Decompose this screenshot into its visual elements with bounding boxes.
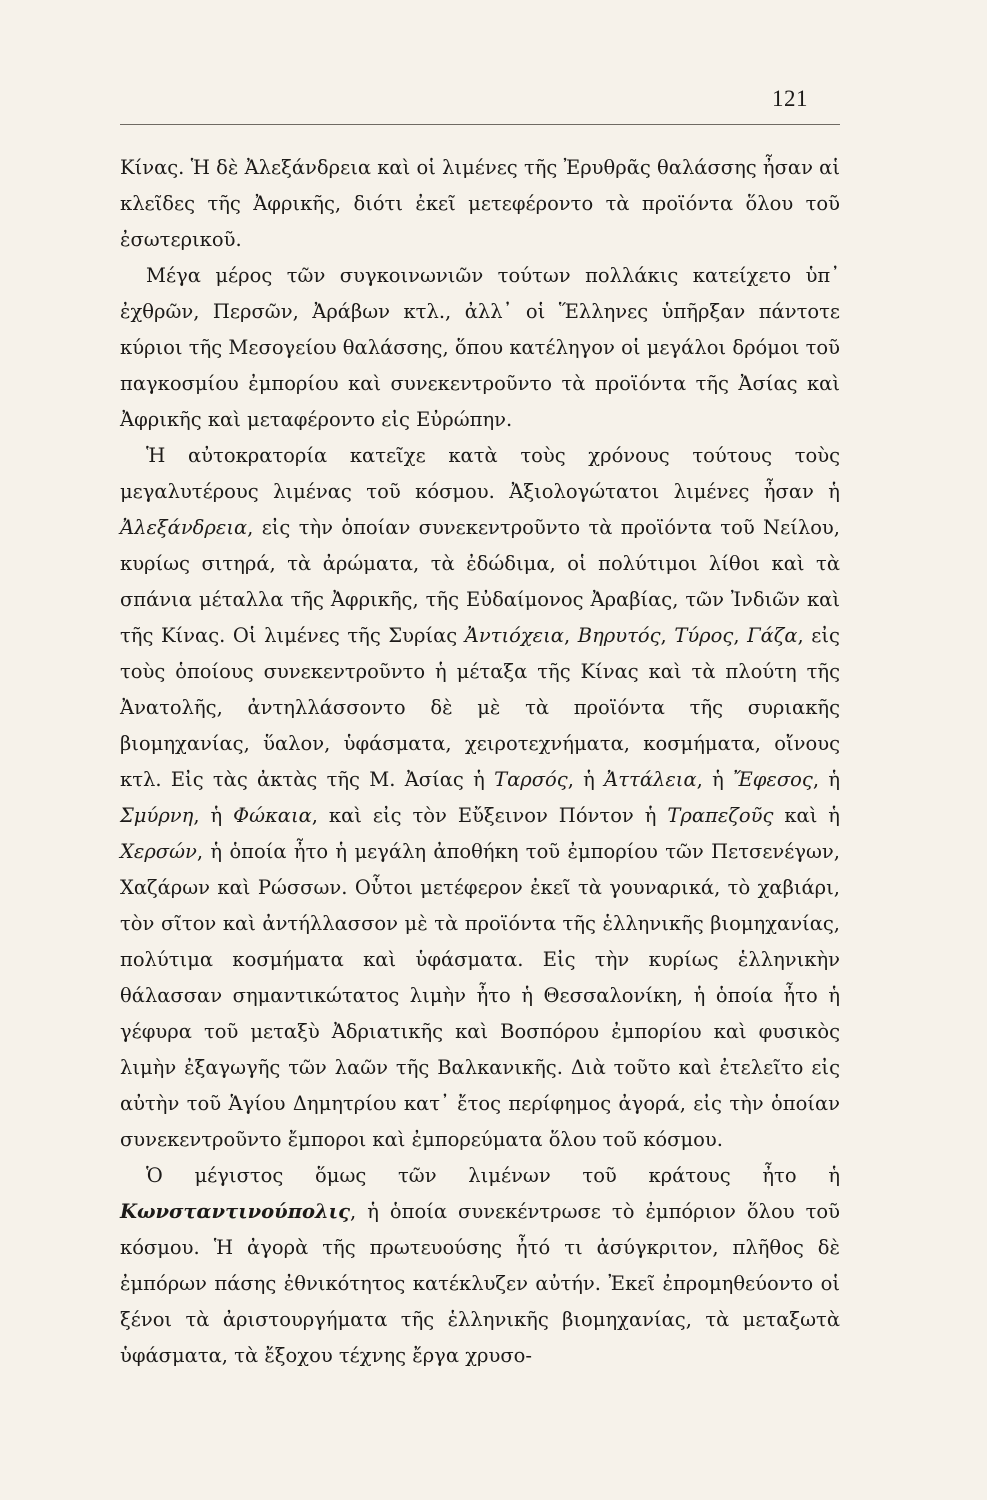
text-run: καὶ ἡ — [773, 804, 840, 827]
body-text — [120, 150, 840, 1374]
place-name-konstantinoupolis: Κωνσταντινούπολις — [120, 1200, 350, 1223]
text-run: , ἡ — [812, 768, 841, 791]
text-run: , εἰς τὴν ὁποίαν συνεκεντροῦντο τὰ προϊόντα τοῦ Νείλου, κυρίως σιτηρά, τὰ ἀρώματα, τὰ ἐδώδιμα, οἱ πολύτιμοι λίθοι καὶ τὰ σπάνια μέταλλα τῆς Ἀφρικῆς, τῆς Εὐδαίμονος Ἀραβίας, τῶν Ἰνδιῶν καὶ τῆς Κίνας. Οἱ λιμένες τῆς Συρίας — [120, 516, 840, 647]
place-name-gaza: Γάζα — [747, 624, 798, 647]
text-run: , ἡ ὁποία συνεκέντρωσε τὸ ἐμπόριον ὅλου τοῦ κόσμου. Ἡ ἀγορὰ τῆς πρωτευούσης ἦτό τι ἀσύγκριτον, πλῆθος δὲ ἐμπόρων πάσης ἐθνικότητος κατέκλυζεν αὐτήν. Ἐκεῖ ἐπρομηθεύοντο οἱ ξένοι τὰ ἀριστουργήματα τῆς ἑλληνικῆς βιομηχανίας, τὰ μεταξωτὰ ὑφάσματα, τὰ ἔξοχου τέχνης ἔργα χρυσο- — [120, 1200, 840, 1367]
place-name-berytos: Βηρυτός — [577, 624, 661, 647]
text-run: Ἡ αὐτοκρατορία κατεῖχε κατὰ τοὺς χρόνους τούτους τοὺς μεγαλυτέρους λιμένας τοῦ κόσμου. Ἀξιολογώτατοι λιμένες ἦσαν ἡ — [120, 444, 840, 503]
paragraph-2 — [120, 258, 840, 438]
place-name-phokaia: Φώκαια — [233, 804, 312, 827]
text-run: , εἰς τοὺς ὁποίους συνεκεντροῦντο ἡ μέταξα τῆς Κίνας καὶ τὰ πλούτη τῆς Ἀνατολῆς, ἀντηλλάσσοντο δὲ μὲ τὰ προϊόντα τῆς συριακῆς βιομηχανίας, ὕαλον, ὑφάσματα, χειροτεχνήματα, κοσμήματα, οἴνους κτλ. Εἰς τὰς ἀκτὰς τῆς Μ. Ἀσίας ἡ — [120, 624, 840, 791]
place-name-alexandreia: Ἀλεξάνδρεια — [120, 516, 248, 539]
text-run: Κίνας. Ἡ δὲ Ἀλεξάνδρεια καὶ οἱ λιμένες τῆς Ἐρυθρᾶς θαλάσσης ἦσαν αἱ κλεῖδες τῆς Ἀφρικῆς, διότι ἐκεῖ μετεφέροντο τὰ προϊόντα ὅλου τοῦ ἐσωτερικοῦ. — [120, 156, 840, 251]
text-run: , ἡ — [567, 768, 605, 791]
place-name-ephesos: Ἔφεσος — [733, 768, 813, 791]
text-run: Μέγα μέρος τῶν συγκοινωνιῶν τούτων πολλάκις κατείχετο ὑπ᾽ ἐχθρῶν, Περσῶν, Ἀράβων κτλ., ἀλλ᾽ οἱ Ἕλληνες ὑπῆρξαν πάντοτε κύριοι τῆς Μεσογείου θαλάσσης, ὅπου κατέληγον οἱ μεγάλοι δρόμοι τοῦ παγκοσμίου ἐμπορίου καὶ συνεκεντροῦντο τὰ προϊόντα τῆς Ἀσίας καὶ Ἀφρικῆς καὶ μεταφέροντο εἰς Εὐρώπην. — [120, 264, 840, 431]
paragraph-3 — [120, 438, 840, 1158]
text-run: , ἡ — [193, 804, 234, 827]
place-name-smyrni: Σμύρνη — [120, 804, 194, 827]
text-run: , — [660, 624, 675, 647]
text-run: Ὁ μέγιστος ὅμως τῶν λιμένων τοῦ κράτους ἦτο ἡ — [146, 1164, 840, 1187]
text-run: , — [733, 624, 748, 647]
place-name-antiocheia: Ἀντιόχεια — [464, 624, 564, 647]
place-name-attaleia: Ἀττάλεια — [604, 768, 697, 791]
paragraph-4 — [120, 1158, 840, 1374]
place-name-cherson: Χερσών — [120, 840, 197, 863]
text-run: , καὶ εἰς τὸν Εὔξεινον Πόντον ἡ — [311, 804, 668, 827]
header-rule — [120, 124, 840, 125]
place-name-tyros: Τύρος — [674, 624, 734, 647]
text-run: , ἡ ὁποία ἦτο ἡ μεγάλη ἀποθήκη τοῦ ἐμπορίου τῶν Πετσενέγων, Χαζάρων καὶ Ρώσσων. Οὗτοι μετέφερον ἐκεῖ τὰ γουναρικά, τὸ χαβιάρι, τὸν σῖτον καὶ ἀντήλλασσον μὲ τὰ προϊόντα τῆς ἑλληνικῆς βιομηχανίας, πολύτιμα κοσμήματα καὶ ὑφάσματα. Εἰς τὴν κυρίως ἑλληνικὴν θάλασσαν σημαντικώτατος λιμὴν ἦτο ἡ Θεσσαλονίκη, ἡ ὁποία ἦτο ἡ γέφυρα τοῦ μεταξὺ Ἀδριατικῆς καὶ Βοσπόρου ἐμπορίου καὶ φυσικὸς λιμὴν ἐξαγωγῆς τῶν λαῶν τῆς Βαλκανικῆς. Διὰ τοῦτο καὶ ἐτελεῖτο εἰς αὐτὴν τοῦ Ἁγίου Δημητρίου κατ᾽ ἔτος περίφημος ἀγορά, εἰς τὴν ὁποίαν συνεκεντροῦντο ἔμποροι καὶ ἐμπορεύματα ὅλου τοῦ κόσμου. — [120, 840, 840, 1151]
page-number: 121 — [772, 86, 808, 111]
place-name-trapezous: Τραπεζοῦς — [667, 804, 774, 827]
text-run: , ἡ — [696, 768, 734, 791]
text-run: , — [563, 624, 578, 647]
paragraph-1 — [120, 150, 840, 258]
place-name-tarsos: Ταρσός — [494, 768, 568, 791]
